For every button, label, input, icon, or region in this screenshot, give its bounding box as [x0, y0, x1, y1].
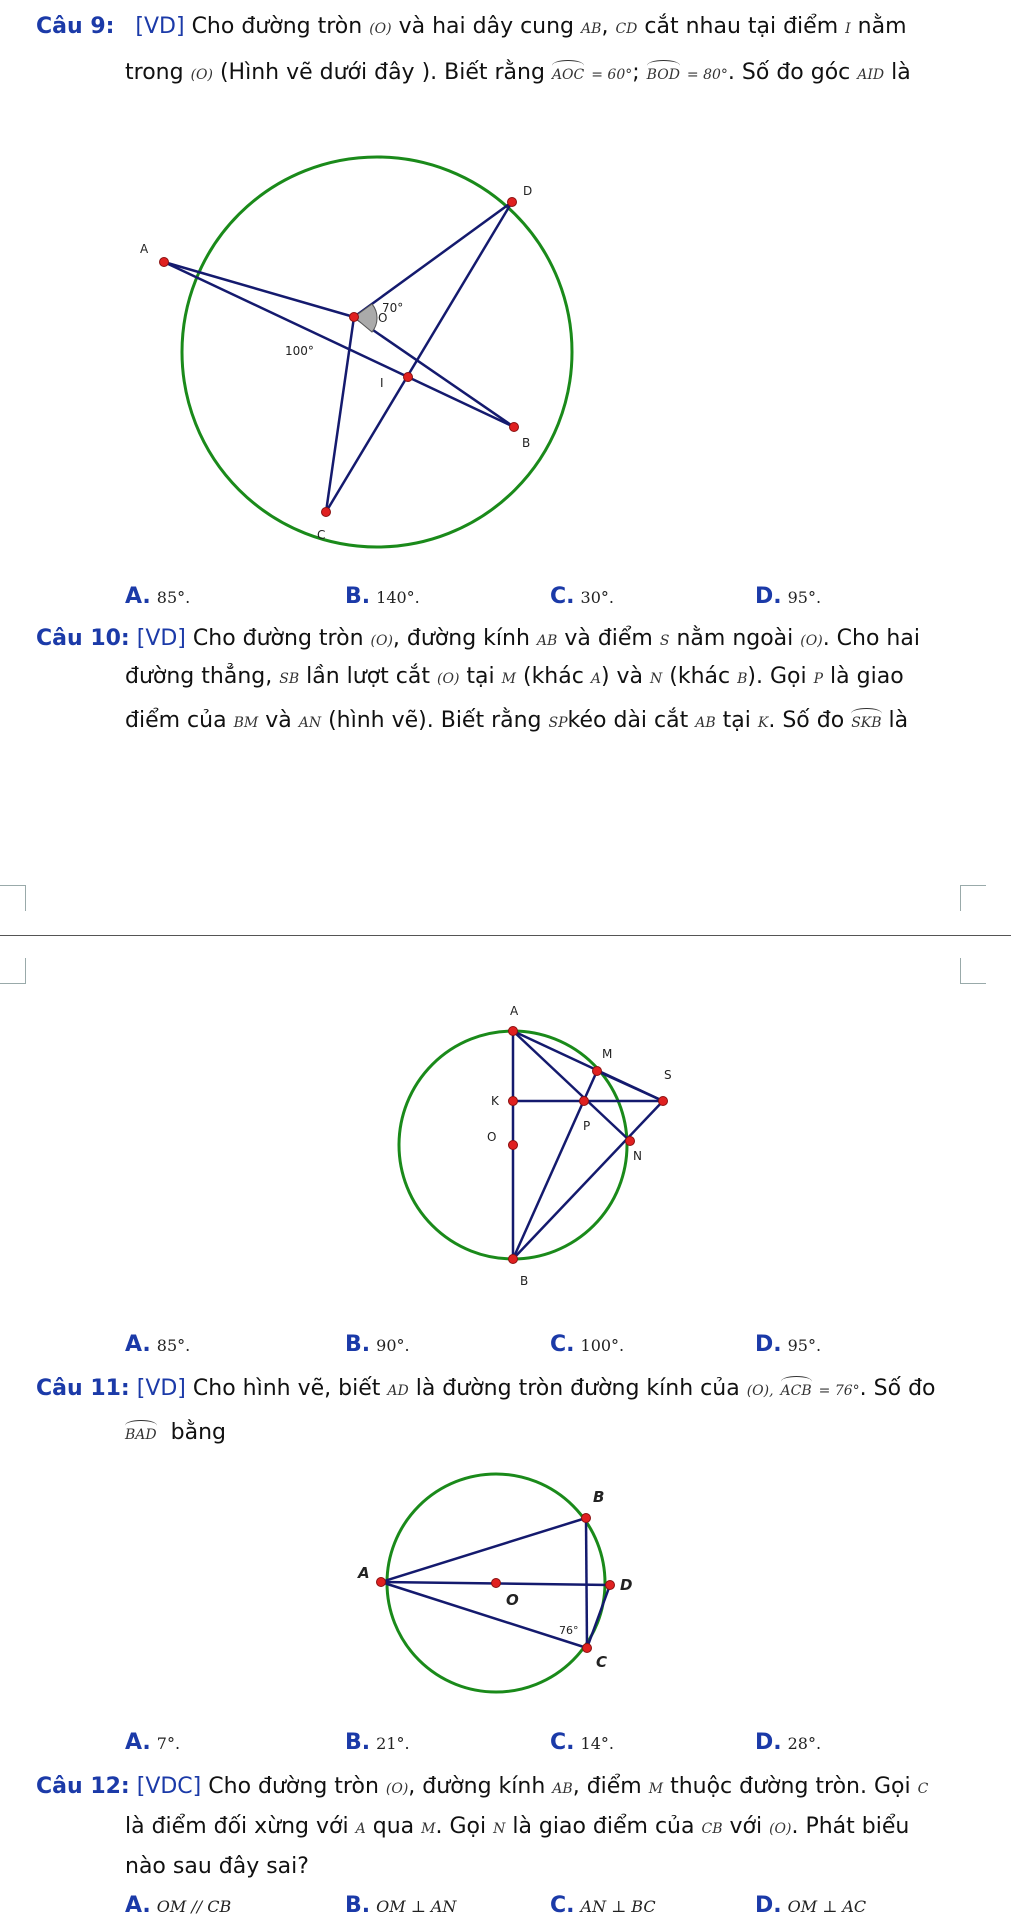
q10-label-a: A	[510, 1004, 519, 1018]
q9-arc-aoc-value: = 60°	[591, 67, 633, 83]
q11-option-a-value: 7°.	[156, 1734, 181, 1753]
q10-option-b[interactable]	[345, 1332, 410, 1357]
q9-option-c-letter: C.	[550, 584, 575, 609]
q11-text: là đường tròn đường kính của	[415, 1376, 740, 1401]
q11-point-b-dot	[582, 1514, 591, 1523]
q9-label-a: A	[140, 242, 149, 256]
q12-line-3	[125, 1854, 309, 1879]
q10-point-n: N	[650, 671, 663, 687]
q10-line-an: AN	[298, 715, 322, 731]
q10-option-d-value: 95°.	[787, 1336, 822, 1355]
q12-option-a-letter: A.	[125, 1893, 151, 1918]
q9-option-d[interactable]	[755, 584, 821, 609]
q10-text: ) và	[600, 664, 644, 689]
q10-text: ). Gọi	[747, 664, 807, 689]
q10-label-o: O	[487, 1130, 497, 1144]
q12-text: , đường kính	[408, 1774, 546, 1799]
page-corner-mark	[0, 885, 26, 911]
q10-text: . Cho hai	[822, 626, 920, 651]
q9-circle-symbol: (O)	[190, 67, 213, 83]
q10-text: (khác	[669, 664, 731, 689]
q10-text: tại	[466, 664, 495, 689]
q9-point-c	[322, 508, 331, 517]
q10-label-m: M	[602, 1047, 613, 1061]
q10-option-d[interactable]	[755, 1332, 821, 1357]
q12-option-b[interactable]	[345, 1893, 456, 1918]
q10-option-a[interactable]	[125, 1332, 190, 1357]
q10-point-a: A	[590, 671, 601, 687]
q9-point-o	[350, 313, 359, 322]
q11-option-b-value: 21°.	[376, 1734, 410, 1753]
q11-option-b[interactable]	[345, 1730, 410, 1755]
q9-option-a[interactable]	[125, 584, 190, 609]
q9-option-b-letter: B.	[345, 584, 371, 609]
q9-circle-symbol: (O)	[369, 21, 392, 37]
q12-diameter-ab: AB	[552, 1781, 573, 1797]
q12-text: là giao điểm của	[512, 1814, 695, 1839]
q9-option-b[interactable]	[345, 584, 420, 609]
q11-point-a-dot	[377, 1578, 386, 1587]
q10-line-sb: SB	[279, 671, 300, 687]
q10-text: tại	[722, 708, 751, 733]
q10-text: Cho đường tròn	[192, 626, 364, 651]
q9-point-d	[508, 198, 517, 207]
q9-separator: ;	[632, 60, 640, 85]
page-corner-mark	[960, 958, 986, 984]
q12-text: Cho đường tròn	[208, 1774, 379, 1799]
q9-line-1	[36, 14, 907, 39]
q9-text: cắt nhau tại điểm	[644, 14, 839, 39]
q12-level-tag: [VDC]	[136, 1774, 202, 1799]
q12-point-n: N	[493, 1821, 506, 1837]
q11-point-o-dot	[492, 1579, 501, 1588]
q11-segment-ad: AD	[387, 1383, 409, 1399]
q10-text: và điểm	[564, 626, 653, 651]
q12-option-a-value: OM // CB	[156, 1897, 232, 1916]
q10-point-s-dot	[659, 1097, 668, 1106]
q11-number: Câu 11:	[36, 1376, 130, 1401]
q11-label-c: C	[596, 1653, 608, 1671]
q9-text: (Hình vẽ dưới đây ). Biết rằng	[219, 60, 545, 85]
q9-label-c: C	[317, 528, 326, 542]
q12-text: thuộc đường tròn. Gọi	[670, 1774, 911, 1799]
q9-label-i: I	[380, 376, 384, 390]
q9-angle-aid: AID	[857, 67, 885, 83]
q10-line-2	[125, 664, 904, 689]
q10-number: Câu 10:	[36, 626, 130, 651]
q11-point-d-dot	[606, 1581, 615, 1590]
q9-label-100: 100°	[285, 344, 314, 358]
q10-option-c[interactable]	[550, 1332, 624, 1357]
q11-angle-bad: BAD	[125, 1427, 157, 1443]
q11-option-c-letter: C.	[550, 1730, 575, 1755]
q12-line-2	[125, 1814, 909, 1839]
q9-label-b: B	[522, 436, 531, 450]
q9-arc-bod: BOD	[646, 67, 680, 83]
q10-figure	[380, 995, 680, 1295]
q12-point-m: M	[648, 1781, 664, 1797]
q12-option-d-value: OM ⊥ AC	[787, 1897, 867, 1916]
q9-chord-cd-line	[326, 202, 512, 512]
q9-option-a-value: 85°.	[156, 588, 191, 607]
q9-line-2	[125, 60, 911, 85]
q10-circle-symbol: (O)	[800, 633, 823, 649]
q11-text: Cho hình vẽ, biết	[192, 1376, 381, 1401]
q11-line-1	[36, 1376, 936, 1401]
q12-point-c: C	[917, 1781, 929, 1797]
q11-option-b-letter: B.	[345, 1730, 371, 1755]
q12-text: nào sau đây sai?	[125, 1854, 309, 1879]
q12-option-b-value: OM ⊥ AN	[376, 1897, 457, 1916]
q10-point-o-dot	[509, 1141, 518, 1150]
q10-label-b: B	[520, 1274, 529, 1288]
q9-radius-od	[354, 202, 512, 317]
q9-text: nằm	[857, 14, 907, 39]
q12-text: . Gọi	[435, 1814, 487, 1839]
q12-line-cb: CB	[701, 1821, 723, 1837]
q12-option-d-letter: D.	[755, 1893, 782, 1918]
page-break-divider	[0, 935, 1011, 936]
page-corner-mark	[0, 958, 26, 984]
q10-option-c-letter: C.	[550, 1332, 575, 1357]
q10-label-n: N	[633, 1149, 642, 1163]
q10-point-s: S	[659, 633, 670, 649]
q10-label-s: S	[664, 1068, 672, 1082]
q9-text: Cho đường tròn	[191, 14, 363, 39]
q10-point-m-dot	[593, 1067, 602, 1076]
q11-text: . Số đo	[859, 1376, 936, 1401]
q9-point-b	[510, 423, 519, 432]
q10-text: điểm của	[125, 708, 227, 733]
q11-circle-symbol: (O),	[746, 1383, 774, 1399]
q9-point-a	[160, 258, 169, 267]
q9-chord-cd: CD	[615, 21, 638, 37]
q12-text: . Phát biểu	[791, 1814, 910, 1839]
q12-circle-symbol: (O)	[769, 1821, 792, 1837]
q11-label-o: O	[506, 1591, 519, 1609]
q11-option-a-letter: A.	[125, 1730, 151, 1755]
q10-option-a-letter: A.	[125, 1332, 151, 1357]
q11-option-d-letter: D.	[755, 1730, 782, 1755]
q10-point-n-dot	[626, 1137, 635, 1146]
q9-label-70: 70°	[382, 301, 404, 315]
q11-option-c-value: 14°.	[580, 1734, 614, 1753]
q11-label-a: A	[358, 1564, 370, 1582]
q10-text: đường thẳng,	[125, 664, 273, 689]
q10-option-b-letter: B.	[345, 1332, 371, 1357]
q9-option-c-value: 30°.	[580, 588, 614, 607]
q9-text: là	[891, 60, 911, 85]
q12-point-m: M	[421, 1821, 436, 1837]
q10-line-ms	[597, 1071, 663, 1101]
q9-text: và hai dây cung	[398, 14, 575, 39]
q10-point-p-dot	[580, 1097, 589, 1106]
q10-text: là giao	[830, 664, 904, 689]
q11-option-d[interactable]	[755, 1730, 821, 1755]
q10-option-b-value: 90°.	[376, 1336, 410, 1355]
q11-option-d-value: 28°.	[787, 1734, 822, 1753]
q9-number: Câu 9:	[36, 14, 115, 39]
q12-option-c[interactable]	[550, 1893, 656, 1918]
q9-point-i-dot	[404, 373, 413, 382]
q10-point-b: B	[737, 671, 748, 687]
q9-option-b-value: 140°.	[376, 588, 420, 607]
q10-option-a-value: 85°.	[156, 1336, 191, 1355]
q12-text: với	[729, 1814, 763, 1839]
q10-angle-skb: SKB	[851, 715, 882, 731]
q11-figure	[340, 1465, 660, 1705]
q12-text: , điểm	[572, 1774, 642, 1799]
q11-line-2	[125, 1420, 226, 1445]
q11-line-ac	[381, 1582, 587, 1648]
q9-label-d: D	[523, 184, 533, 198]
q9-label-o: O	[378, 311, 388, 325]
q10-circle-symbol: (O)	[370, 633, 393, 649]
q10-text: . Số đo	[768, 708, 845, 733]
q11-angle-acb-value: = 76°	[818, 1383, 860, 1399]
q9-option-a-letter: A.	[125, 584, 151, 609]
q11-option-c[interactable]	[550, 1730, 614, 1755]
q9-option-d-letter: D.	[755, 584, 782, 609]
q12-option-b-letter: B.	[345, 1893, 371, 1918]
q10-text: nằm ngoài	[676, 626, 794, 651]
q12-circle-symbol: (O)	[385, 1781, 409, 1797]
q9-option-d-value: 95°.	[787, 588, 822, 607]
page-corner-mark	[960, 885, 986, 911]
q11-line-dc	[587, 1585, 610, 1648]
q12-option-c-value: AN ⊥ BC	[580, 1897, 656, 1916]
q10-text: và	[265, 708, 292, 733]
q12-number: Câu 12:	[36, 1774, 130, 1799]
q12-point-a: A	[355, 1821, 366, 1837]
q12-text: là điểm đối xừng với	[125, 1814, 349, 1839]
q11-text: bằng	[170, 1420, 226, 1445]
q11-label-b: B	[593, 1488, 605, 1506]
q10-label-p: P	[583, 1119, 591, 1133]
q9-comma: ,	[601, 14, 609, 39]
q10-point-k-dot	[509, 1097, 518, 1106]
q10-point-k: K	[757, 715, 769, 731]
q9-text: . Số đo góc	[727, 60, 851, 85]
q10-line-1	[36, 626, 920, 651]
q12-option-c-letter: C.	[550, 1893, 575, 1918]
q10-point-a-dot	[509, 1027, 518, 1036]
q10-level-tag: [VD]	[136, 626, 186, 651]
q12-line-1	[36, 1774, 928, 1799]
q9-chord-ab: AB	[581, 21, 602, 37]
q10-option-c-value: 100°.	[580, 1336, 625, 1355]
q9-circle	[182, 157, 572, 547]
q11-level-tag: [VD]	[136, 1376, 186, 1401]
q9-arc-bod-value: = 80°	[686, 67, 728, 83]
q10-text: lần lượt cắt	[306, 664, 430, 689]
q12-option-a[interactable]	[125, 1893, 231, 1918]
q9-option-c[interactable]	[550, 584, 614, 609]
q10-label-k: K	[491, 1094, 499, 1108]
q10-point-p: P	[813, 671, 824, 687]
q11-option-a[interactable]	[125, 1730, 180, 1755]
q10-line-3	[125, 708, 908, 733]
q12-text: qua	[372, 1814, 415, 1839]
q12-option-d[interactable]	[755, 1893, 866, 1918]
q10-option-d-letter: D.	[755, 1332, 782, 1357]
q10-line-sp: SP	[548, 715, 568, 731]
q10-text: (khác	[522, 664, 584, 689]
q10-text: kéo dài cắt	[567, 708, 689, 733]
q10-diameter-ab: AB	[536, 633, 558, 649]
q10-text: , đường kính	[392, 626, 530, 651]
q11-angle-acb: ACB	[780, 1383, 812, 1399]
q11-line-bc	[586, 1518, 587, 1648]
q10-diameter-ab: AB	[695, 715, 716, 731]
q11-label-d: D	[620, 1576, 633, 1594]
q10-text: (hình vẽ). Biết rằng	[328, 708, 542, 733]
q9-figure	[140, 110, 580, 550]
q11-line-ab	[381, 1518, 586, 1582]
q10-line-bm: BM	[233, 715, 259, 731]
q11-label-76: 76°	[559, 1624, 579, 1637]
q10-point-m: M	[501, 671, 516, 687]
q11-point-c-dot	[583, 1644, 592, 1653]
q10-circle-symbol: (O)	[437, 671, 460, 687]
q10-point-b-dot	[509, 1255, 518, 1264]
q9-text: trong	[125, 60, 184, 85]
q9-arc-aoc: AOC	[551, 67, 585, 83]
q10-text: là	[888, 708, 909, 733]
q9-level-tag: [VD]	[135, 14, 185, 39]
q9-point-i: I	[845, 21, 851, 37]
